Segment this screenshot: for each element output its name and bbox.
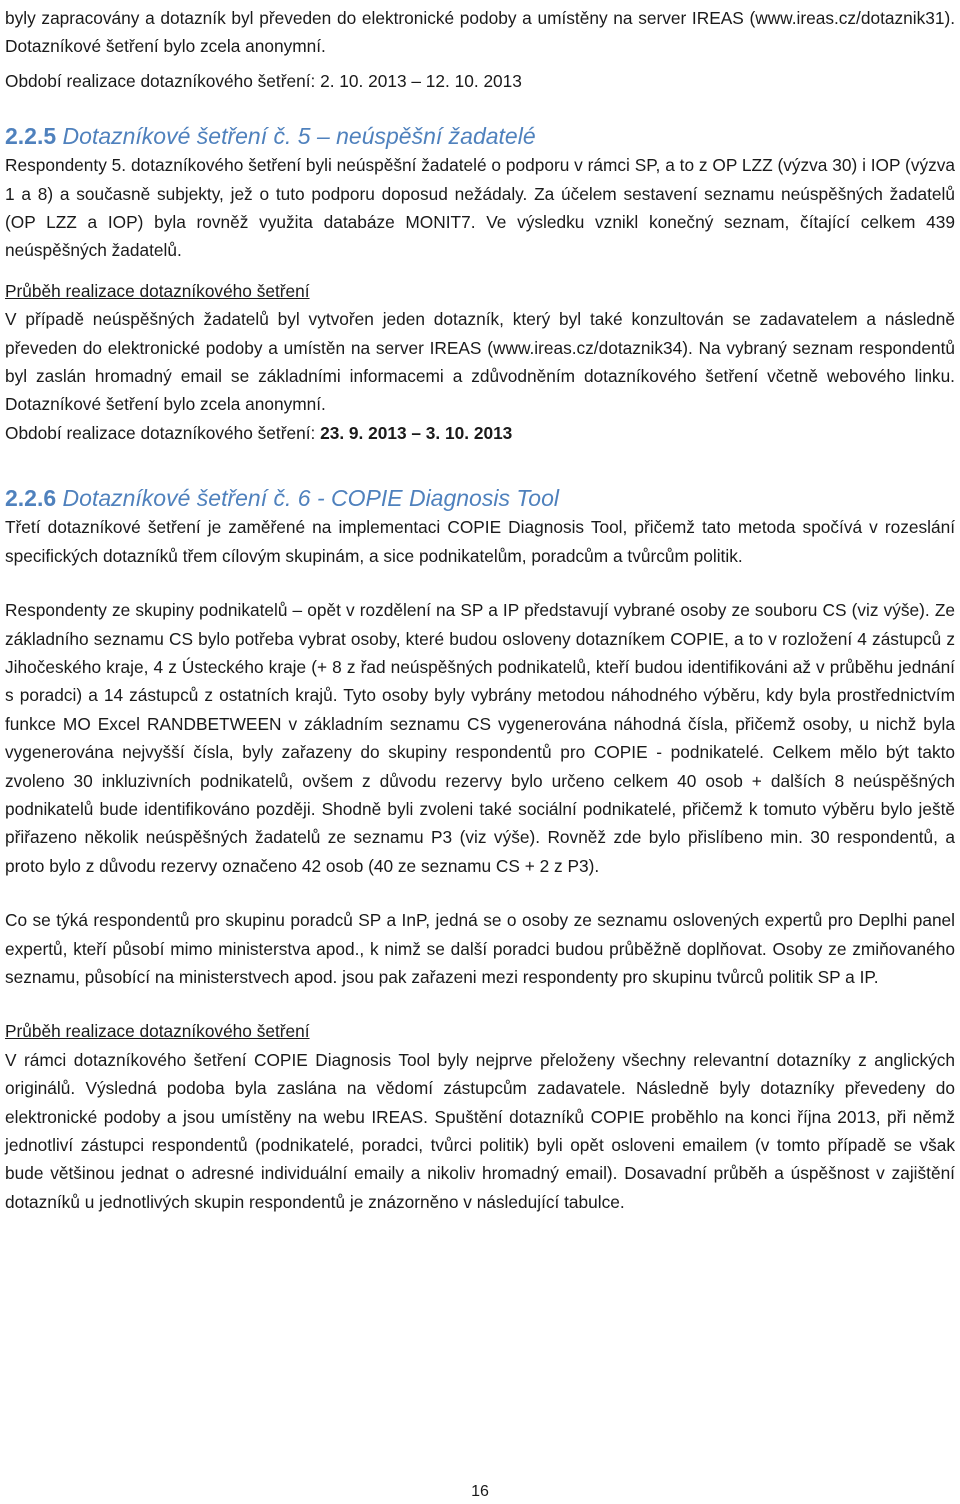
heading-title: Dotazníkové šetření č. 5 – neúspěšní žadatelé: [62, 123, 536, 150]
period-label: Období realizace dotazníkového šetření:: [5, 422, 321, 443]
section-5-subheading-progress: Průběh realizace dotazníkového šetření: [5, 280, 310, 301]
section-6-paragraph-entrepreneurs: Respondenty ze skupiny podnikatelů – opět v rozdělení na SP a IP představují vybrané osoby ze souboru CS (viz výše). Ze základního seznamu CS bylo potřeba vybrat osoby, které budou osloveny dotazníkem COPIE, a to v rozložení 4 zástupců z Jihočeského kraje, 4 z Ústeckého kraje (+ 8 z řad neúspěšných podnikatelů, kteří budou identifikováni až v průběhu jednání s poradci) a 14 zástupců z ostatních krajů. Tyto osoby byly vybrány metodou náhodného výběru, kdy byla prostřednictvím funkce MO Excel RANDBETWEEN v základním seznamu CS vygenerována náhodná čísla, přičemž osoby, u nichž byla vygenerována nejvyšší čísla, byly zařazeny do skupiny respondentů pro COPIE - podnikatelé. Celkem mělo být takto zvoleno 30 inkluzivních podnikatelů, ovšem z důvodu rezervy bylo určeno celkem 40 osob + dalších 8 neúspěšných podnikatelů bude identifikováno později. Shodně byli zvoleni také sociální podnikatelé, přičemž k tomuto výběru bylo ještě přiřazeno několik neúspěšných žadatelů ze seznamu P3 (viz výše). Rovněž zde bylo přislíbeno min. 30 respondentů, a proto bylo z důvodu rezervy označeno 42 osob (40 ze seznamu CS + 2 z P3).: [5, 600, 955, 876]
page-number: 16: [471, 1483, 489, 1500]
section-6-subheading-progress: Průběh realizace dotazníkového šetření: [5, 1021, 310, 1042]
heading-title: Dotazníkové šetření č. 6 - COPIE Diagnosis Tool: [62, 485, 559, 512]
section-6-paragraph-advisors: Co se týká respondentů pro skupinu poradců SP a InP, jedná se o osoby ze seznamu oslovených expertů pro Deplhi panel expertů, kteří působí mimo ministerstva apod., k nimž se další poradci budou průběžně doplňovat. Osoby ze zmiňovaného seznamu, působící na ministerstvech apod. jsou pak zařazeni mezi respondenty pro skupinu tvůrců politik SP a IP.: [5, 910, 955, 987]
section-5-period: [5, 419, 955, 447]
section-heading-2-2-5: [5, 121, 955, 151]
heading-number: 2.2.6: [5, 485, 57, 512]
section-6-paragraph-intro: Třetí dotazníkové šetření je zaměřené na implementaci COPIE Diagnosis Tool, přičemž tato metoda spočívá v rozeslání specifických dotazníků třem cílovým skupinám, a sice podnikatelům, poradcům a tvůrcům politik.: [5, 517, 955, 566]
section-6-paragraph-procedure: V rámci dotazníkového šetření COPIE Diagnosis Tool byly nejprve přeloženy všechny relevantní dotazníky z anglických originálů. Výsledná podoba byla zaslána na vědomí zástupcům zadavatele. Následně byly dotazníky převedeny do elektronické podoby a jsou umístěny na webu IREAS. Spuštění dotazníků COPIE proběhlo na konci října 2013, při němž jednotliví zástupci respondentů (podnikatelé, poradci, tvůrci politik) byli opět osloveni emailem (v tomto případě se však bude většinou jednat o adresné individuální emaily a nikoliv hromadný email). Dosavadní průběh a úspěšnost v zajištění dotazníků u jednotlivých skupin respondentů je znázorněno v následující tabulce.: [5, 1049, 955, 1212]
previous-section-period: Období realizace dotazníkového šetření: 2. 10. 2013 – 12. 10. 2013: [5, 70, 522, 91]
section-5-paragraph-procedure: V případě neúspěšných žadatelů byl vytvořen jeden dotazník, který byl také konzultován se zadavatelem a následně převeden do elektronické podoby a umístěn na server IREAS (www.ireas.cz/dotaznik34). Na vybraný seznam respondentů byl zaslán hromadný email se základními informacemi a zdůvodněním dotazníkového šetření včetně webového linku. Dotazníkové šetření bylo zcela anonymní.: [5, 309, 955, 415]
document-page: [5, 4, 955, 1216]
period-value: 23. 9. 2013 – 3. 10. 2013: [320, 422, 513, 443]
section-5-paragraph-respondents: Respondenty 5. dotazníkového šetření byli neúspěšní žadatelé o podporu v rámci SP, a to z OP LZZ (výzva 30) i IOP (výzva 1 a 8) a současně subjekty, jež o tuto podporu doposud nežádaly. Za účelem sestavení seznamu neúspěšných žadatelů (OP LZZ a IOP) byla rovněž využita databáze MONIT7. Ve výsledku vznikl konečný seznam, čítající celkem 439 neúspěšných žadatelů.: [5, 155, 955, 261]
previous-section-continuation: byly zapracovány a dotazník byl převeden do elektronické podoby a umístěny na server IREAS (www.ireas.cz/dotaznik31). Dotazníkové šetření bylo zcela anonymní.: [5, 8, 955, 57]
section-heading-2-2-6: [5, 483, 955, 513]
heading-number: 2.2.5: [5, 123, 57, 150]
